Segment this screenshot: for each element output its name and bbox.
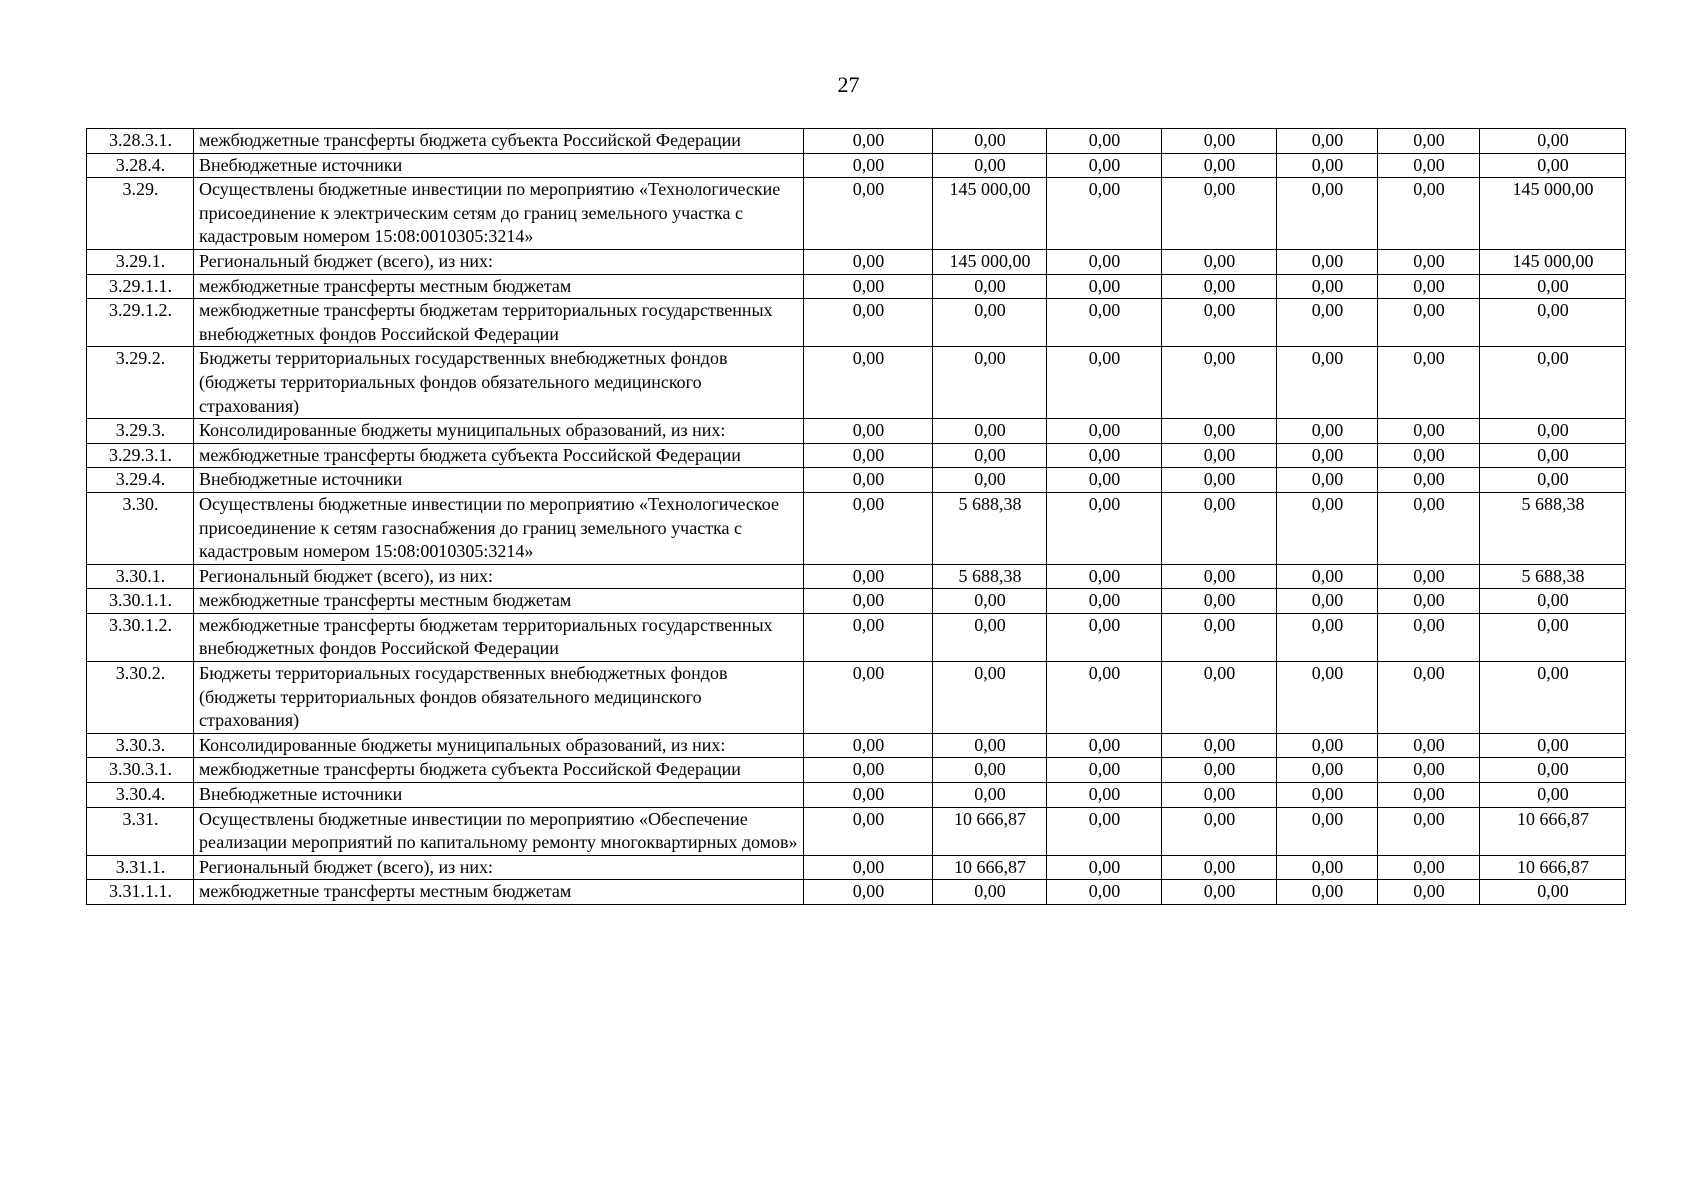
row-value-5: 0,00 <box>1277 443 1378 468</box>
row-description: межбюджетные трансферты местным бюджетам <box>194 880 804 905</box>
row-value-7: 0,00 <box>1480 153 1626 178</box>
row-value-3: 0,00 <box>1047 129 1162 154</box>
row-value-5: 0,00 <box>1277 249 1378 274</box>
row-description: Внебюджетные источники <box>194 783 804 808</box>
table-row <box>87 807 1626 855</box>
row-value-1: 0,00 <box>804 613 933 661</box>
row-value-7: 0,00 <box>1480 274 1626 299</box>
row-value-6: 0,00 <box>1378 880 1480 905</box>
budget-table <box>86 128 1626 905</box>
row-value-6: 0,00 <box>1378 662 1480 734</box>
row-value-6: 0,00 <box>1378 589 1480 614</box>
row-description: межбюджетные трансферты бюджетам территориальных государственных внебюджетных фондов Российской Федерации <box>194 299 804 347</box>
row-value-7: 5 688,38 <box>1480 492 1626 564</box>
table-row <box>87 249 1626 274</box>
row-value-5: 0,00 <box>1277 807 1378 855</box>
row-value-2: 0,00 <box>933 783 1047 808</box>
row-value-5: 0,00 <box>1277 880 1378 905</box>
row-description: Осуществлены бюджетные инвестиции по мероприятию «Технологическое присоединение к сетям газоснабжения до границ земельного участка с кадастровым номером 15:08:0010305:3214» <box>194 492 804 564</box>
row-value-2: 0,00 <box>933 153 1047 178</box>
table-row <box>87 274 1626 299</box>
row-value-2: 0,00 <box>933 443 1047 468</box>
row-value-3: 0,00 <box>1047 249 1162 274</box>
row-value-6: 0,00 <box>1378 613 1480 661</box>
row-value-2: 0,00 <box>933 613 1047 661</box>
row-value-4: 0,00 <box>1162 783 1277 808</box>
row-value-7: 0,00 <box>1480 129 1626 154</box>
row-value-1: 0,00 <box>804 468 933 493</box>
table-row <box>87 347 1626 419</box>
row-value-2: 10 666,87 <box>933 807 1047 855</box>
row-value-4: 0,00 <box>1162 274 1277 299</box>
row-description: межбюджетные трансферты бюджета субъекта Российской Федерации <box>194 758 804 783</box>
table-row <box>87 589 1626 614</box>
table-row <box>87 880 1626 905</box>
row-value-6: 0,00 <box>1378 419 1480 444</box>
row-value-3: 0,00 <box>1047 662 1162 734</box>
row-value-3: 0,00 <box>1047 880 1162 905</box>
row-value-3: 0,00 <box>1047 613 1162 661</box>
page-number: 27 <box>837 72 860 97</box>
row-value-4: 0,00 <box>1162 613 1277 661</box>
row-value-2: 0,00 <box>933 880 1047 905</box>
row-value-1: 0,00 <box>804 564 933 589</box>
row-code: 3.28.3.1. <box>87 129 194 154</box>
row-value-6: 0,00 <box>1378 274 1480 299</box>
row-value-5: 0,00 <box>1277 129 1378 154</box>
row-value-1: 0,00 <box>804 443 933 468</box>
row-value-5: 0,00 <box>1277 274 1378 299</box>
row-value-4: 0,00 <box>1162 347 1277 419</box>
row-value-2: 0,00 <box>933 274 1047 299</box>
row-value-3: 0,00 <box>1047 492 1162 564</box>
row-description: Региональный бюджет (всего), из них: <box>194 249 804 274</box>
row-value-3: 0,00 <box>1047 758 1162 783</box>
row-value-6: 0,00 <box>1378 347 1480 419</box>
row-value-1: 0,00 <box>804 662 933 734</box>
row-value-1: 0,00 <box>804 783 933 808</box>
row-value-3: 0,00 <box>1047 783 1162 808</box>
row-description: Внебюджетные источники <box>194 153 804 178</box>
row-value-5: 0,00 <box>1277 419 1378 444</box>
row-code: 3.29.1. <box>87 249 194 274</box>
row-description: Региональный бюджет (всего), из них: <box>194 855 804 880</box>
row-value-5: 0,00 <box>1277 613 1378 661</box>
row-value-7: 10 666,87 <box>1480 807 1626 855</box>
row-description: Региональный бюджет (всего), из них: <box>194 564 804 589</box>
row-value-4: 0,00 <box>1162 564 1277 589</box>
row-value-2: 0,00 <box>933 419 1047 444</box>
row-description: межбюджетные трансферты местным бюджетам <box>194 589 804 614</box>
row-value-7: 0,00 <box>1480 468 1626 493</box>
row-value-4: 0,00 <box>1162 178 1277 250</box>
row-value-5: 0,00 <box>1277 347 1378 419</box>
table-row <box>87 443 1626 468</box>
row-value-4: 0,00 <box>1162 419 1277 444</box>
row-value-7: 0,00 <box>1480 733 1626 758</box>
row-value-7: 0,00 <box>1480 299 1626 347</box>
row-value-2: 5 688,38 <box>933 564 1047 589</box>
row-value-5: 0,00 <box>1277 178 1378 250</box>
row-value-2: 0,00 <box>933 733 1047 758</box>
row-code: 3.30.4. <box>87 783 194 808</box>
row-code: 3.29.3. <box>87 419 194 444</box>
row-value-5: 0,00 <box>1277 468 1378 493</box>
row-value-6: 0,00 <box>1378 564 1480 589</box>
row-value-2: 10 666,87 <box>933 855 1047 880</box>
table-row <box>87 419 1626 444</box>
row-code: 3.31.1.1. <box>87 880 194 905</box>
row-value-6: 0,00 <box>1378 153 1480 178</box>
row-value-3: 0,00 <box>1047 274 1162 299</box>
table-row <box>87 299 1626 347</box>
row-value-4: 0,00 <box>1162 589 1277 614</box>
row-description: Внебюджетные источники <box>194 468 804 493</box>
row-value-2: 0,00 <box>933 589 1047 614</box>
row-code: 3.29.3.1. <box>87 443 194 468</box>
table-row <box>87 178 1626 250</box>
row-value-1: 0,00 <box>804 129 933 154</box>
row-value-7: 0,00 <box>1480 613 1626 661</box>
row-value-6: 0,00 <box>1378 758 1480 783</box>
table-row <box>87 758 1626 783</box>
row-value-4: 0,00 <box>1162 249 1277 274</box>
row-code: 3.30.3. <box>87 733 194 758</box>
row-value-3: 0,00 <box>1047 564 1162 589</box>
row-value-5: 0,00 <box>1277 855 1378 880</box>
row-value-6: 0,00 <box>1378 468 1480 493</box>
row-value-1: 0,00 <box>804 153 933 178</box>
budget-table-body <box>87 129 1626 905</box>
row-value-7: 10 666,87 <box>1480 855 1626 880</box>
row-description: Бюджеты территориальных государственных внебюджетных фондов (бюджеты территориальных фондов обязательного медицинского страхования) <box>194 347 804 419</box>
row-description: Осуществлены бюджетные инвестиции по мероприятию «Обеспечение реализации мероприятий по капитальному ремонту многоквартирных домов» <box>194 807 804 855</box>
row-value-2: 0,00 <box>933 662 1047 734</box>
row-value-2: 0,00 <box>933 129 1047 154</box>
row-code: 3.29.1.2. <box>87 299 194 347</box>
row-value-6: 0,00 <box>1378 443 1480 468</box>
table-row <box>87 153 1626 178</box>
table-row <box>87 783 1626 808</box>
row-value-4: 0,00 <box>1162 153 1277 178</box>
row-value-2: 145 000,00 <box>933 249 1047 274</box>
row-value-4: 0,00 <box>1162 758 1277 783</box>
row-value-4: 0,00 <box>1162 129 1277 154</box>
row-value-5: 0,00 <box>1277 564 1378 589</box>
row-description: Бюджеты территориальных государственных внебюджетных фондов (бюджеты территориальных фондов обязательного медицинского страхования) <box>194 662 804 734</box>
row-value-6: 0,00 <box>1378 783 1480 808</box>
row-code: 3.30.1.1. <box>87 589 194 614</box>
row-value-2: 0,00 <box>933 347 1047 419</box>
row-value-5: 0,00 <box>1277 733 1378 758</box>
row-value-4: 0,00 <box>1162 807 1277 855</box>
row-code: 3.30.1. <box>87 564 194 589</box>
row-code: 3.30.1.2. <box>87 613 194 661</box>
row-value-6: 0,00 <box>1378 249 1480 274</box>
row-value-1: 0,00 <box>804 419 933 444</box>
row-value-6: 0,00 <box>1378 129 1480 154</box>
row-value-1: 0,00 <box>804 880 933 905</box>
row-description: межбюджетные трансферты бюджета субъекта Российской Федерации <box>194 129 804 154</box>
row-value-3: 0,00 <box>1047 299 1162 347</box>
table-row <box>87 564 1626 589</box>
row-value-3: 0,00 <box>1047 443 1162 468</box>
row-value-7: 0,00 <box>1480 347 1626 419</box>
table-row <box>87 492 1626 564</box>
row-code: 3.29.4. <box>87 468 194 493</box>
row-code: 3.29.1.1. <box>87 274 194 299</box>
row-value-2: 0,00 <box>933 468 1047 493</box>
row-description: межбюджетные трансферты местным бюджетам <box>194 274 804 299</box>
row-value-1: 0,00 <box>804 347 933 419</box>
row-description: межбюджетные трансферты бюджетам территориальных государственных внебюджетных фондов Российской Федерации <box>194 613 804 661</box>
row-value-3: 0,00 <box>1047 855 1162 880</box>
table-row <box>87 662 1626 734</box>
row-value-1: 0,00 <box>804 274 933 299</box>
row-value-5: 0,00 <box>1277 153 1378 178</box>
row-value-3: 0,00 <box>1047 153 1162 178</box>
row-value-3: 0,00 <box>1047 468 1162 493</box>
row-value-7: 145 000,00 <box>1480 249 1626 274</box>
row-value-3: 0,00 <box>1047 733 1162 758</box>
row-value-7: 0,00 <box>1480 443 1626 468</box>
row-value-1: 0,00 <box>804 855 933 880</box>
row-value-1: 0,00 <box>804 807 933 855</box>
row-value-6: 0,00 <box>1378 807 1480 855</box>
row-code: 3.31. <box>87 807 194 855</box>
row-value-5: 0,00 <box>1277 662 1378 734</box>
row-value-6: 0,00 <box>1378 492 1480 564</box>
row-value-3: 0,00 <box>1047 419 1162 444</box>
table-row <box>87 733 1626 758</box>
row-value-1: 0,00 <box>804 178 933 250</box>
row-value-2: 0,00 <box>933 299 1047 347</box>
row-value-3: 0,00 <box>1047 347 1162 419</box>
row-value-5: 0,00 <box>1277 758 1378 783</box>
row-code: 3.28.4. <box>87 153 194 178</box>
row-code: 3.30.2. <box>87 662 194 734</box>
row-code: 3.29. <box>87 178 194 250</box>
row-value-1: 0,00 <box>804 589 933 614</box>
row-code: 3.31.1. <box>87 855 194 880</box>
row-value-4: 0,00 <box>1162 880 1277 905</box>
row-value-7: 145 000,00 <box>1480 178 1626 250</box>
row-value-4: 0,00 <box>1162 299 1277 347</box>
table-row <box>87 855 1626 880</box>
row-value-2: 5 688,38 <box>933 492 1047 564</box>
row-value-3: 0,00 <box>1047 589 1162 614</box>
row-description: межбюджетные трансферты бюджета субъекта Российской Федерации <box>194 443 804 468</box>
row-description: Консолидированные бюджеты муниципальных образований, из них: <box>194 733 804 758</box>
row-value-6: 0,00 <box>1378 299 1480 347</box>
row-value-6: 0,00 <box>1378 733 1480 758</box>
table-row <box>87 129 1626 154</box>
row-value-5: 0,00 <box>1277 589 1378 614</box>
row-value-7: 0,00 <box>1480 880 1626 905</box>
row-code: 3.30. <box>87 492 194 564</box>
row-value-7: 0,00 <box>1480 419 1626 444</box>
row-value-4: 0,00 <box>1162 662 1277 734</box>
table-row <box>87 613 1626 661</box>
row-description: Консолидированные бюджеты муниципальных образований, из них: <box>194 419 804 444</box>
row-value-1: 0,00 <box>804 733 933 758</box>
row-value-7: 0,00 <box>1480 662 1626 734</box>
row-value-1: 0,00 <box>804 299 933 347</box>
row-value-5: 0,00 <box>1277 492 1378 564</box>
row-description: Осуществлены бюджетные инвестиции по мероприятию «Технологические присоединение к электрическим сетям до границ земельного участка с кадастровым номером 15:08:0010305:3214» <box>194 178 804 250</box>
row-value-4: 0,00 <box>1162 492 1277 564</box>
row-value-4: 0,00 <box>1162 443 1277 468</box>
row-value-2: 145 000,00 <box>933 178 1047 250</box>
row-value-3: 0,00 <box>1047 178 1162 250</box>
row-value-4: 0,00 <box>1162 468 1277 493</box>
row-value-7: 0,00 <box>1480 783 1626 808</box>
row-value-1: 0,00 <box>804 249 933 274</box>
row-value-1: 0,00 <box>804 758 933 783</box>
row-value-4: 0,00 <box>1162 855 1277 880</box>
row-value-3: 0,00 <box>1047 807 1162 855</box>
row-code: 3.29.2. <box>87 347 194 419</box>
row-value-6: 0,00 <box>1378 178 1480 250</box>
row-code: 3.30.3.1. <box>87 758 194 783</box>
row-value-7: 0,00 <box>1480 758 1626 783</box>
row-value-5: 0,00 <box>1277 783 1378 808</box>
row-value-7: 5 688,38 <box>1480 564 1626 589</box>
row-value-5: 0,00 <box>1277 299 1378 347</box>
row-value-2: 0,00 <box>933 758 1047 783</box>
row-value-7: 0,00 <box>1480 589 1626 614</box>
row-value-4: 0,00 <box>1162 733 1277 758</box>
table-row <box>87 468 1626 493</box>
row-value-1: 0,00 <box>804 492 933 564</box>
row-value-6: 0,00 <box>1378 855 1480 880</box>
